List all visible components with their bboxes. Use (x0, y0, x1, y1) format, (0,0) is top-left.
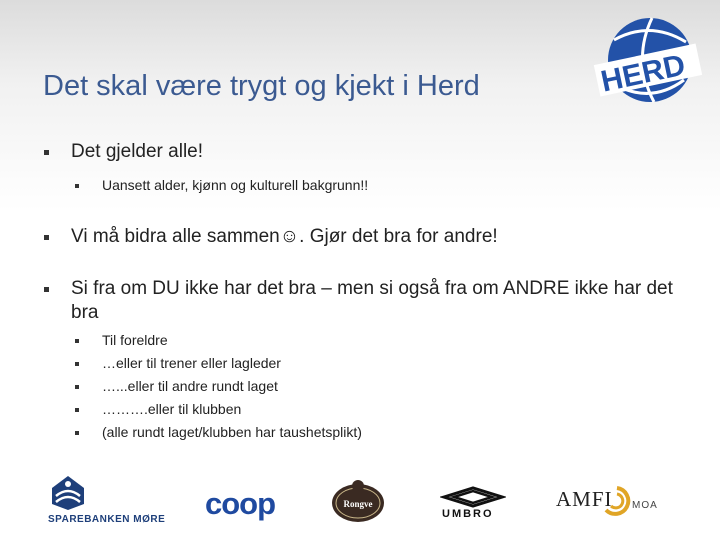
amfi-logo: AMFI (556, 487, 613, 511)
bullet-square-icon (75, 431, 79, 435)
sub-bullet-item (44, 421, 684, 444)
sub-bullet-text: …...eller til andre rundt laget (102, 378, 278, 394)
bullet-item (44, 277, 684, 325)
umbro-logo: UMBRO (442, 508, 494, 520)
bullet-item (44, 225, 684, 249)
sub-bullet-item (44, 352, 684, 375)
bullet-text: Si fra om DU ikke har det bra – men si også fra om ANDRE ikke har det bra (71, 278, 673, 323)
sub-bullet-item (44, 375, 684, 398)
sparebanken-label: SPAREBANKEN MØRE (48, 514, 166, 525)
sparebanken-logo (48, 474, 88, 512)
bullet-text: Det gjelder alle! (71, 141, 204, 162)
bullet-square-icon (44, 150, 49, 155)
rongve-text: Rongve (343, 499, 373, 509)
bullet-square-icon (75, 339, 79, 343)
sub-bullet-text: Til foreldre (102, 332, 168, 348)
herd-logo-text: HERD (598, 48, 689, 99)
sub-bullet-text: Uansett alder, kjønn og kulturell bakgrunn!! (102, 177, 369, 193)
sub-bullet-item (44, 329, 684, 352)
bullet-square-icon (75, 362, 79, 366)
amfi-sub-label: MOA (632, 500, 658, 511)
umbro-diamond-icon (440, 486, 506, 508)
bullet-square-icon (44, 235, 49, 240)
coop-logo: coop (205, 486, 276, 521)
bullet-list (44, 140, 684, 444)
bullet-text: Vi må bidra alle sammen☺. Gjør det bra for andre! (71, 226, 498, 247)
sub-bullet-text: …eller til trener eller lagleder (102, 355, 281, 371)
bullet-square-icon (75, 184, 79, 188)
bullet-square-icon (75, 408, 79, 412)
bullet-square-icon (75, 385, 79, 389)
amfi-swirl-icon (600, 484, 634, 520)
slide-title: Det skal være trygt og kjekt i Herd (43, 70, 480, 102)
sub-bullet-text: ……….eller til klubben (102, 401, 242, 417)
bullet-item (44, 140, 684, 164)
sub-bullet-item (44, 174, 684, 197)
bullet-square-icon (44, 287, 49, 292)
sub-bullet-text: (alle rundt laget/klubben har taushetsplikt) (102, 424, 362, 440)
sub-bullet-item (44, 398, 684, 421)
herd-logo (592, 10, 702, 110)
